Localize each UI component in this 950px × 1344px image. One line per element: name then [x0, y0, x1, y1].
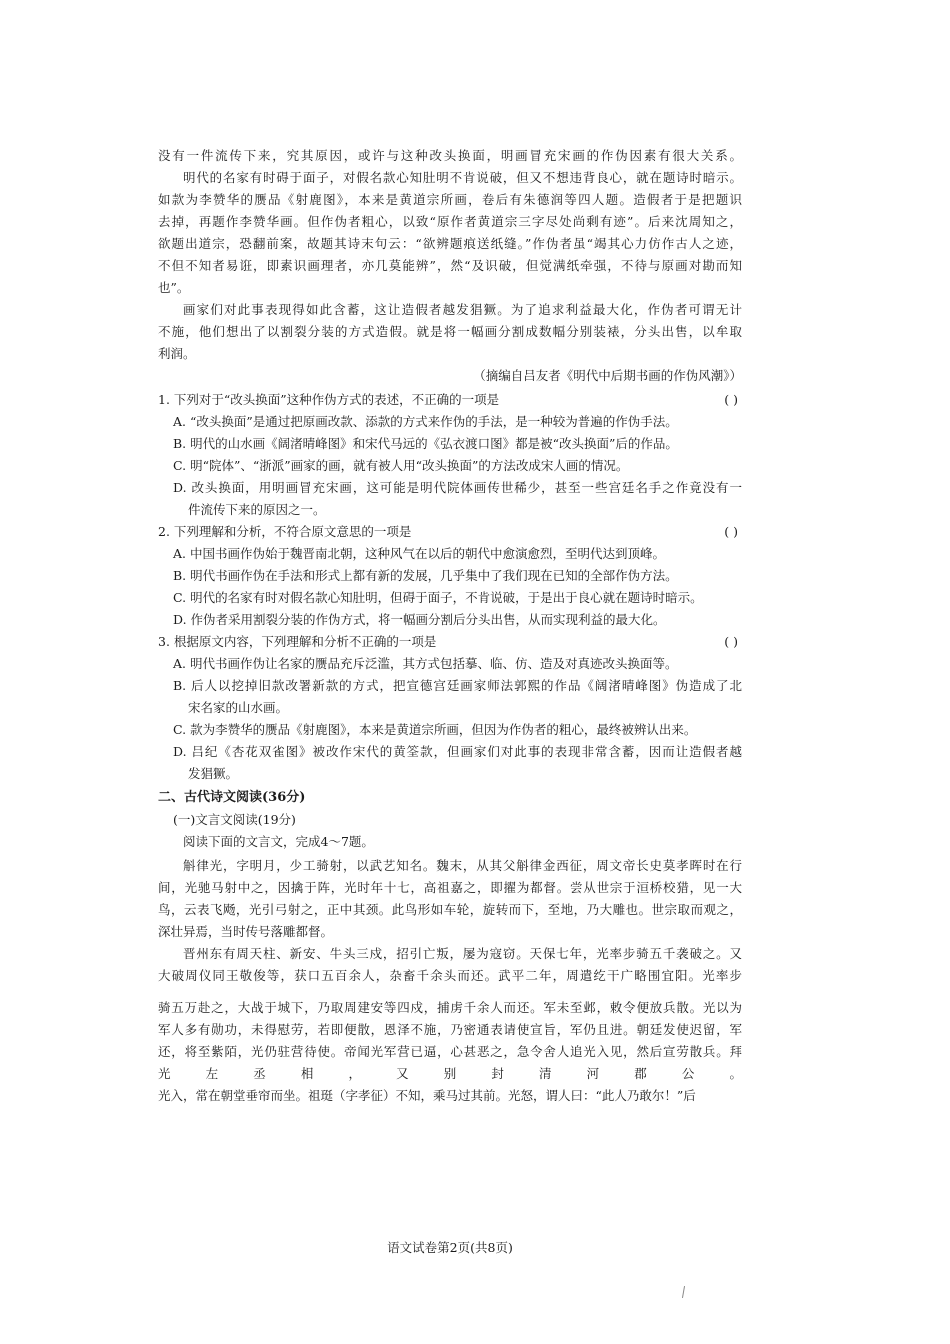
option: B. 后人以挖掉旧款改署新款的方式，把宣德宫廷画家师法郭熙的作品《阔渚晴峰图》伪造成了北 — [173, 678, 742, 693]
section-heading: 二、古代诗文阅读(36分) — [158, 790, 306, 805]
passage-line: 去掉，再题作李赞华画。但作伪者粗心，以致“原作者黄道宗三字尽处尚剩有迹”。后来沈周知之， — [158, 214, 742, 229]
option: C. 明“院体”、“浙派”画家的画，就有被人用“改头换面”的方法改成宋人画的情况。 — [173, 458, 629, 473]
question-stem: 2. 下列理解和分析，不符合原文意思的一项是 ( ) — [158, 522, 742, 542]
classical-text-line: 光入，常在朝堂垂帘而坐。祖珽（字孝征）不知，乘马过其前。光怒，谓人曰：“此人乃敢尔！”后 — [158, 1088, 696, 1103]
passage-line: 明代的名家有时碍于面子，对假名款心知肚明不肯说破，但又不想违背良心，就在题诗时暗示。 — [183, 170, 742, 185]
option-continued: 发猖獗。 — [188, 766, 239, 781]
classical-text-line: 骑五万赴之，大战于城下，乃取周建安等四戍，捕虏千余人而还。军未至邺，敕令便放兵散。光以为 — [158, 1000, 742, 1015]
source-citation: （摘编自吕友者《明代中后期书画的作伪风潮》） — [473, 368, 742, 383]
answer-bracket: ( ) — [724, 524, 738, 539]
classical-text-line: 鸟，云表飞飏，光引弓射之，正中其颈。此鸟形如车轮，旋转而下，至地，乃大雕也。世宗取而观之， — [158, 902, 742, 917]
option: A. 中国书画作伪始于魏晋南北朝，这种风气在以后的朝代中愈演愈烈，至明代达到顶峰。 — [173, 546, 665, 561]
scan-mark — [682, 1286, 685, 1298]
option: D. 吕纪《杏花双雀图》被改作宋代的黄筌款，但画家们对此事的表现非常含蓄，因而让造假者越 — [173, 744, 742, 759]
classical-text-line: 晋州东有周天柱、新安、牛头三戍，招引亡叛，屡为寇窃。天保七年，光率步骑五千袭破之。又 — [183, 946, 742, 961]
classical-text-line: 间，光驰马射中之，因擒于阵，光时年十七，高祖嘉之，即擢为都督。尝从世宗于洹桥校猎，见一大 — [158, 880, 742, 895]
option: B. 明代书画作伪在手法和形式上都有新的发展，几乎集中了我们现在已知的全部作伪方法。 — [173, 568, 678, 583]
passage-line: 如款为李赞华的赝品《射鹿图》，本来是黄道宗所画，卷后有朱德润等四人题。造假者于是把题识 — [158, 192, 742, 207]
passage-line: 画家们对此事表现得如此含蓄，这让造假者越发猖獗。为了追求利益最大化，作伪者可谓无计 — [183, 302, 742, 317]
option: D. 作伪者采用割裂分装的作伪方式，将一幅画分割后分头出售，从而实现利益的最大化。 — [173, 612, 666, 627]
answer-bracket: ( ) — [724, 392, 738, 407]
classical-text-line: 斛律光，字明月，少工骑射，以武艺知名。魏末，从其父斛律金西征，周文帝长史莫孝晖时在行 — [183, 858, 742, 873]
classical-text-line: 深壮异焉，当时传号落雕都督。 — [158, 924, 334, 939]
page-footer: 语文试卷第2页(共8页) — [387, 1240, 513, 1255]
option: A. “改头换面”是通过把原画改款、添款的方式来作伪的手法，是一种较为普遍的作伪手法。 — [173, 414, 678, 429]
classical-text-line: 大破周仪同王敬俊等，获口五百余人，杂畜千余头而还。武平二年，周遣纥干广略围宜阳。光率步 — [158, 968, 742, 983]
option-continued: 宋名家的山水画。 — [188, 700, 289, 715]
classical-text-line — [158, 1108, 742, 1128]
classical-text-line: 军人多有勋功，未得慰劳，若即便散，恩泽不施，乃密通表请使宣旨，军仍且进。朝廷发使迟留，军 — [158, 1022, 742, 1037]
option: A. 明代书画作伪让名家的赝品充斥泛滥，其方式包括摹、临、仿、造及对真迹改头换面等。 — [173, 656, 678, 671]
classical-text-line: 还，将至紫陌，光仍驻营待使。帝闻光军营已逼，心甚恶之，急令舍人追光入见，然后宣劳散兵。拜 — [158, 1044, 742, 1059]
answer-bracket: ( ) — [724, 634, 738, 649]
option: B. 明代的山水画《阔渚晴峰图》和宋代马远的《弘衣渡口图》都是被“改头换面”后的作品。 — [173, 436, 678, 451]
passage-line: 没有一件流传下来，究其原因，或许与这种改头换面，明画冒充宋画的作伪因素有很大关系。 — [158, 148, 742, 163]
instruction: 阅读下面的文言文，完成4～7题。 — [183, 834, 374, 849]
option: C. 明代的名家有时对假名款心知肚明，但碍于面子，不肯说破，于是出于良心就在题诗时暗示。 — [173, 590, 703, 605]
question-stem: 1. 下列对于“改头换面”这种作伪方式的表述，不正确的一项是 ( ) — [158, 390, 742, 410]
option: C. 款为李赞华的赝品《射鹿图》，本来是黄道宗所画，但因为作伪者的粗心，最终被辨认出来。 — [173, 722, 697, 737]
passage-line: 不但不知者易诳，即素识画理者，亦几莫能辨”，然“及识破，但觉满纸牵强，不待与原画对勘而知 — [158, 258, 742, 273]
passage-line: 利润。 — [158, 346, 196, 361]
passage-line: 也”。 — [158, 280, 190, 295]
subsection-heading: (一)文言文阅读(19分) — [173, 812, 296, 827]
classical-text-line: 光左丞相，又别封清河郡公。 — [158, 1066, 742, 1081]
passage-line: 欲题出道宗，恐翻前案，故题其诗末句云：“欲辨题痕送纸缝。”作伪者虽“竭其心力仿作古人之迹， — [158, 236, 742, 251]
passage-line: 不施，他们想出了以割裂分装的方式造假。就是将一幅画分割成数幅分别装裱，分头出售，以牟取 — [158, 324, 742, 339]
option: D. 改头换面，用明画冒充宋画，这可能是明代院体画传世稀少，甚至一些宫廷名手之作竟没有一 — [173, 480, 742, 495]
question-stem: 3. 根据原文内容，下列理解和分析不正确的一项是 ( ) — [158, 632, 742, 652]
option-continued: 件流传下来的原因之一。 — [188, 502, 326, 517]
